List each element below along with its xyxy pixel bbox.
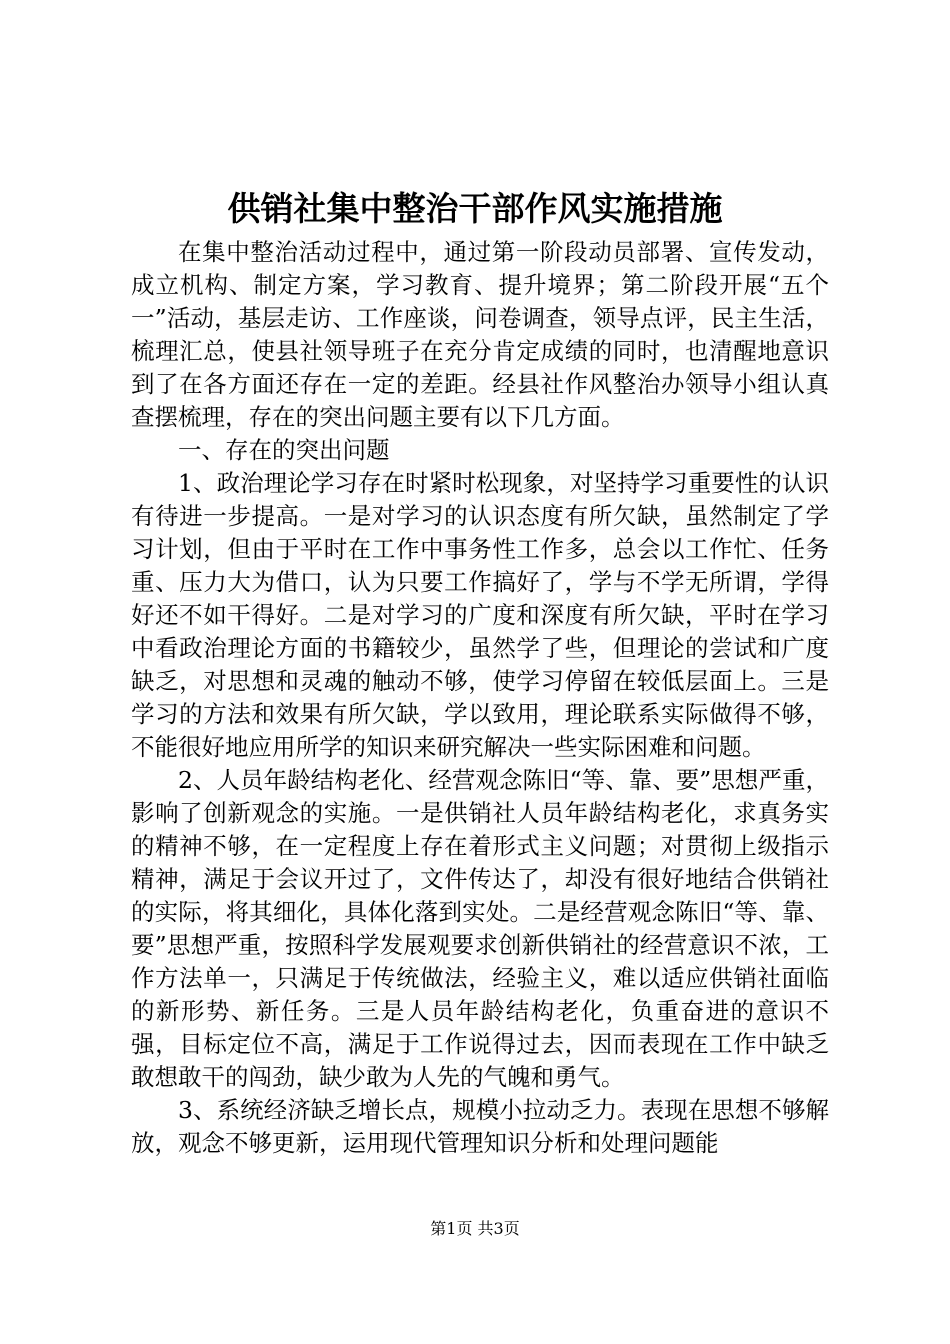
document-body xyxy=(131,236,829,1160)
document-title: 供销社集中整治干部作风实施措施 xyxy=(227,189,723,228)
section-heading: 一、存在的突出问题 xyxy=(178,436,390,464)
page-footer: 第1页 共3页 xyxy=(430,1219,520,1238)
paragraph-item-3: 3、系统经济缺乏增长点，规模小拉动乏力。表现在思想不够解放，观念不够更新，运用现代管理知识分析和处理问题能 xyxy=(131,1096,829,1157)
paragraph-item-2: 2、人员年龄结构老化、经营观念陈旧“等、靠、要”思想严重，影响了创新观念的实施。一是供销社人员年龄结构老化，求真务实的精神不够，在一定程度上存在着形式主义问题；对贯彻上级指示精神，满足于会议开过了，文件传达了，却没有很好地结合供销社的实际，将其细化，具体化落到实处。二是经营观念陈旧“等、靠、要”思想严重，按照科学发展观要求创新供销社的经营意识不浓，工作方法单一，只满足于传统做法，经验主义，难以适应供销社面临的新形势、新任务。三是人员年龄结构老化，负重奋进的意识不强，目标定位不高，满足于工作说得过去，因而表现在工作中缺乏敢想敢干的闯劲，缺少敢为人先的气魄和勇气。 xyxy=(131,766,829,1091)
paragraph-intro: 在集中整治活动过程中，通过第一阶段动员部署、宣传发动，成立机构、制定方案，学习教育、提升境界；第二阶段开展“五个一”活动，基层走访、工作座谈，问卷调查，领导点评，民主生活，梳理汇总，使县社领导班子在充分肯定成绩的同时，也清醒地意识到了在各方面还存在一定的差距。经县社作风整治办领导小组认真查摆梳理，存在的突出问题主要有以下几方面。 xyxy=(131,238,829,431)
paragraph-item-1: 1、政治理论学习存在时紧时松现象，对坚持学习重要性的认识有待进一步提高。一是对学习的认识态度有所欠缺，虽然制定了学习计划，但由于平时在工作中事务性工作多，总会以工作忙、任务重、压力大为借口，认为只要工作搞好了，学与不学无所谓，学得好还不如干得好。二是对学习的广度和深度有所欠缺，平时在学习中看政治理论方面的书籍较少，虽然学了些，但理论的尝试和广度缺乏，对思想和灵魂的触动不够，使学习停留在较低层面上。三是学习的方法和效果有所欠缺，学以致用，理论联系实际做得不够，不能很好地应用所学的知识来研究解决一些实际困难和问题。 xyxy=(131,469,829,761)
